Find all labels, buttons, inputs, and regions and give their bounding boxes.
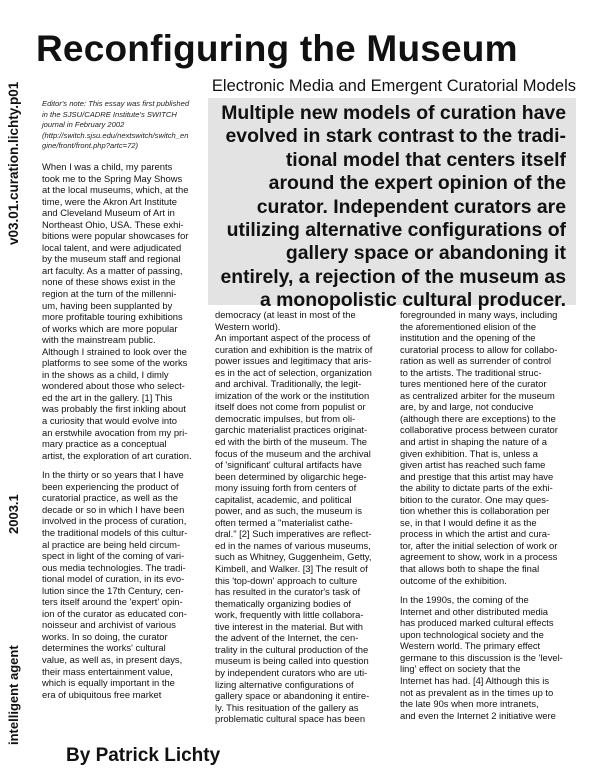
text-line: foregrounded in many ways, including — [400, 309, 558, 320]
text-line: has produced marked cultural effects — [400, 617, 554, 629]
text-line: journal in February 2002 — [42, 120, 125, 130]
text-line: took me to the Spring May Shows — [42, 172, 183, 184]
text-line: and artist in shaping the nature of a — [400, 436, 547, 448]
text-line: in the shows as a child, I dimly — [42, 368, 169, 380]
text-line: Western world. The primary effect — [400, 640, 541, 652]
text-line: ed the art in the gallery. [1] This — [42, 391, 173, 403]
margin-document-code: v03.01.curation.lichty.p01 — [6, 81, 21, 245]
text-line: ed in the names of various museums, — [215, 539, 371, 551]
text-line: a curiosity that would evolve into — [42, 415, 177, 427]
text-line: When I was a child, my parents — [42, 161, 173, 172]
text-line: es in the act of selection, organization — [215, 366, 372, 378]
text-line: spect in light of the coming of vari- — [42, 550, 185, 562]
text-line: in the SJSU/CADRE Institute's SWITCH — [42, 109, 177, 119]
text-line: are, by and large, not conducive — [400, 401, 534, 413]
text-line: se, in that I would define it as the — [400, 516, 537, 528]
text-line: of works which are more popular — [42, 322, 178, 334]
text-line: (http://switch.sjsu.edu/nextswitch/switch_en — [42, 130, 189, 140]
text-line: region at the turn of the millenni- — [42, 288, 177, 300]
text-line: In the thirty or so years that I have — [42, 469, 184, 481]
text-line: the ability to dictate parts of the exhi- — [400, 482, 553, 494]
text-line: been experiencing the product of — [42, 480, 179, 492]
text-line: In the 1990s, the coming of the — [400, 594, 529, 606]
text-line: curatorial process to allow for collabo- — [400, 343, 558, 355]
text-line: their mass entertainment value, — [42, 665, 173, 677]
text-line: around the expert opinion of the — [268, 172, 566, 195]
text-line: Northeast Ohio, USA. These exhi- — [42, 218, 184, 230]
text-line: trality in the cultural production of the — [215, 643, 369, 655]
text-line: capitalist, academic, and political — [215, 493, 352, 505]
text-line: more profitable touring exhibitions — [42, 311, 183, 323]
text-line: itself does not come from populist or — [215, 401, 366, 413]
text-line: upon technological society and the — [400, 628, 544, 640]
text-line: power, and as such, the museum is — [215, 505, 362, 517]
text-line: tor, after the initial selection of work or — [400, 539, 558, 551]
text-line: none of these shows exist in the — [42, 276, 176, 288]
text-line: institution and the opening of the — [400, 332, 536, 344]
text-line: agreement to show, work in a process — [400, 551, 558, 563]
text-line: tional model that centers itself — [285, 148, 566, 171]
text-line: curator. Independent curators are — [256, 195, 566, 218]
text-line: was probably the first inkling about — [42, 403, 186, 415]
text-line: wondered about those who select- — [42, 380, 185, 392]
text-line: process in which the artist and cura- — [400, 528, 551, 540]
text-line: such as Whitney, Guggenheim, Getty, — [215, 551, 372, 563]
text-line: and archival. Traditionally, the legit- — [215, 378, 362, 390]
article-subtitle: Electronic Media and Emergent Curatorial Models — [211, 77, 576, 95]
text-line: and Cleveland Museum of Art in — [42, 207, 175, 219]
text-line: democracy (at least in most of the — [215, 309, 356, 320]
text-line: Although I strained to look over the — [42, 345, 187, 357]
text-line: works. In so doing, the curator — [42, 630, 168, 642]
text-line: the late 90s when more intranets, — [400, 698, 539, 710]
text-line: involved in the process of curation, — [42, 515, 187, 527]
text-line: gine/front/front.php?artc=72) — [42, 141, 139, 151]
text-line: mony issuing forth from centers of — [215, 482, 357, 494]
text-line: work, frequently with little collabora- — [215, 609, 364, 621]
text-line: era of ubiquitous free market — [42, 688, 162, 700]
margin-publication-name: intelligent agent — [6, 645, 21, 745]
text-line: often termed a "materialist cathe- — [215, 516, 353, 528]
text-line: by the museum staff and regional — [42, 253, 181, 265]
text-line: value, as well as, in present days, — [42, 653, 183, 665]
text-line: noisseur and archivist of various — [42, 619, 176, 631]
text-line: democratic impulses, but from oli- — [215, 412, 356, 424]
text-line: Western world). — [215, 320, 281, 332]
text-line: um, having been supplanted by — [42, 299, 173, 311]
text-line: which is equally important in the — [42, 677, 175, 689]
body-column-3 — [400, 309, 576, 721]
text-line: to the artists. The traditional struc- — [400, 366, 542, 378]
pull-quote — [208, 98, 576, 312]
paragraph-gap — [42, 461, 204, 469]
text-line: art faculty. As a matter of passing, — [42, 264, 183, 276]
body-column-2 — [215, 309, 385, 725]
text-line: the aforementioned elision of the — [400, 320, 537, 332]
text-line: tures mentioned here of the curator — [400, 378, 547, 390]
text-line: problematic cultural space has been — [215, 713, 366, 725]
text-line: utilizing alternative configurations of — [226, 219, 566, 242]
text-line: dral." [2] Such imperatives are reflect- — [215, 528, 372, 540]
text-line: gallery space or abandoning it entire- — [215, 690, 370, 702]
text-line: ous media technologies. The tradi- — [42, 561, 186, 573]
text-line: thematically organizing bodies of — [215, 597, 352, 609]
text-line: bitions were popular showcases for — [42, 230, 189, 242]
text-line: power issues and legitimacy that aris- — [215, 355, 372, 367]
text-line: Internet has had. [4] Although this is — [400, 674, 550, 686]
body-column-1 — [42, 161, 204, 700]
text-line: that allows both to shape the final — [400, 563, 540, 575]
text-line: given artist has reached such fame — [400, 459, 546, 471]
text-line: a monopolistic cultural producer. — [260, 289, 566, 312]
text-line: tional model of curation, in its evo- — [42, 573, 185, 585]
text-line: al practice are being held circum- — [42, 538, 181, 550]
text-line: and even the Internet 2 initiative were — [400, 709, 556, 721]
text-line: by independent curators who are uti- — [215, 666, 368, 678]
text-line: local talent, and were adjudicated — [42, 241, 182, 253]
text-line: has resulted in the curator's task of — [215, 586, 361, 598]
text-line: the advent of the Internet, the cen- — [215, 632, 359, 644]
text-line: tion whether this is collaboration per — [400, 505, 550, 517]
text-line: mary practice as a conceptual — [42, 438, 167, 450]
article-title: Reconfiguring the Museum — [36, 28, 518, 69]
text-line: garchic materialist practices originat- — [215, 424, 368, 436]
editors-note — [42, 99, 210, 152]
text-line: (although there are exceptions) to the — [400, 412, 556, 424]
text-line: ling' effect on society that the — [400, 663, 521, 675]
text-line: focus of the museum and the archival — [215, 447, 371, 459]
text-line: with the mainstream public. — [42, 334, 156, 346]
text-line: ed with the birth of the museum. The — [215, 436, 367, 448]
text-line: curatorial practice, as well as the — [42, 492, 178, 504]
text-line: Multiple new models of curation have — [221, 102, 566, 124]
text-line: museum is being called into question — [215, 655, 369, 667]
text-line: this 'top-down' approach to culture — [215, 574, 358, 586]
text-line: Editor's note: This essay was first published — [42, 99, 190, 108]
text-line: curation and exhibition is the matrix of — [215, 343, 373, 355]
text-line: artist, the exploration of art curation. — [42, 449, 192, 461]
text-line: at the local museums, which, at the — [42, 184, 189, 196]
text-line: not as prevalent as in the times up to — [400, 686, 554, 698]
text-line: an erstwhile avocation from my pri- — [42, 426, 188, 438]
text-line: bition to the curator. One may ques- — [400, 493, 550, 505]
text-line: gallery space or abandoning it — [285, 242, 566, 265]
author-byline: By Patrick Lichty — [66, 745, 224, 767]
text-line: ters itself around the 'expert' opin- — [42, 596, 183, 608]
text-line: An important aspect of the process of — [215, 332, 371, 344]
text-line: platforms to see some of the works — [42, 357, 188, 369]
text-line: determines the works' cultural — [42, 642, 166, 654]
text-line: entirely, a rejection of the museum as — [220, 265, 566, 288]
text-line: lizing alternative configurations of — [215, 678, 354, 690]
text-line: imization of the work or the institution — [215, 389, 370, 401]
text-line: ration as well as surrender of control — [400, 355, 552, 367]
text-line: Kimbell, and Walker. [3] The result of — [215, 563, 368, 575]
text-line: ly. This resituation of the gallery as — [215, 701, 359, 713]
text-line: ion of the curator as educated con- — [42, 607, 187, 619]
text-line: germane to this discussion is the 'level- — [400, 651, 563, 663]
paragraph-gap — [400, 586, 576, 594]
text-line: as centralized arbiter for the museum — [400, 389, 555, 401]
text-line: tive interest in the material. But with — [215, 620, 363, 632]
text-line: of 'significant' cultural artifacts have — [215, 459, 362, 471]
text-line: Internet and other distributed media — [400, 605, 549, 617]
text-line: given exhibition. That is, unless a — [400, 447, 538, 459]
text-line: time, were the Akron Art Institute — [42, 195, 177, 207]
text-line: been determined by oligarchic hege- — [215, 470, 367, 482]
text-line: collaborative process between curator — [400, 424, 558, 436]
text-line: evolved in stark contrast to the tradi- — [225, 125, 566, 148]
text-line: and prestige that this artist may have — [400, 470, 554, 482]
text-line: outcome of the exhibition. — [400, 574, 507, 586]
text-line: lution since the 17th Century, cen- — [42, 584, 184, 596]
margin-year: 2003.1 — [6, 494, 21, 534]
text-line: decade or so in which I have been — [42, 503, 185, 515]
text-line: the traditional models of this cultur- — [42, 526, 188, 538]
